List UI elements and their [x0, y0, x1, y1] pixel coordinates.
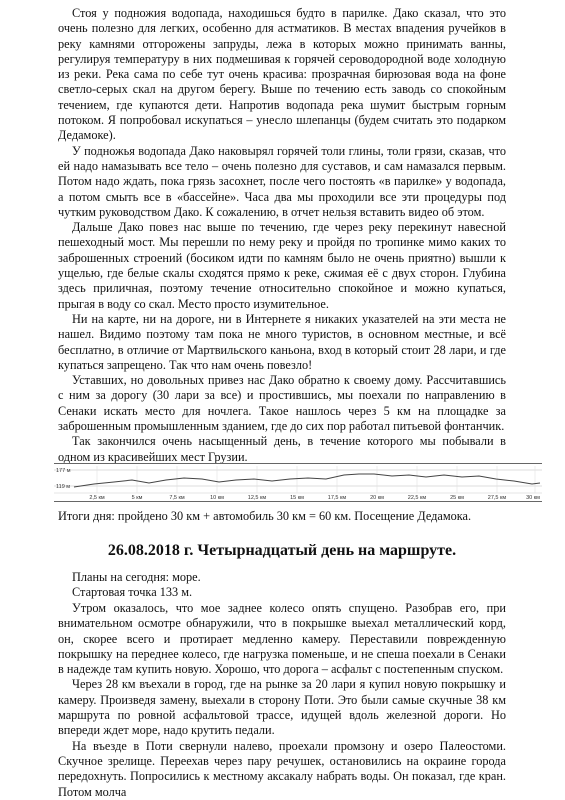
paragraph: Утром оказалось, что мое заднее колесо опять спущено. Разобрав его, при внимательном осмотре обнаружили, что в покрышке выехал металлический корд, он, скорее всего и протирает медленно камеру. Переставили поврежденную покрышку на переднее колесо, где нагрузка поменьше, и не спеша поехали в Сенаки в надежде там купить новую. Хорошо, что дорога – асфальт с постепенным спуском.: [58, 601, 506, 677]
profile-x-label: 22,5 км: [407, 495, 427, 501]
paragraph: Так закончился очень насыщенный день, в течение которого мы побывали в одном из красивейших мест Грузии.: [58, 434, 506, 464]
profile-x-label: 5 км: [131, 495, 143, 501]
paragraph: Ни на карте, ни на дороге, ни в Интернете я никаких указателей на эти места не нашел. Видимо поэтому там пока не много туристов, в основном местные, и всё бесплатно, в отличие от Мартвильского каньона, вход в который стоит 28 лари, и где купаться запрещено. Так что нам очень повезло!: [58, 311, 506, 372]
profile-x-label: 27,5 км: [487, 495, 507, 501]
paragraph: Через 28 км въехали в город, где на рынке за 20 лари я купил новую покрышку и камеру. Произведя замену, выехали в сторону Поти. Это были самые скучные 38 км маршрута по ровной асфальтовой трассе, идущей вдоль железной дороги. Но впереди ждет море, надо крутить педали.: [58, 677, 506, 738]
section-heading: 26.08.2018 г. Четырнадцатый день на маршруте.: [107, 542, 457, 559]
paragraph: На въезде в Поти свернули налево, проехали промзону и озеро Палеостоми. Скучное зрелище. Переехав через пару речушек, остановились на окраине города передохнуть. Попросились к местному аксакалу набрать воды. Он показал, где кран. Потом молча: [58, 738, 506, 799]
section-1: [58, 6, 506, 465]
elevation-profile: [54, 463, 542, 502]
profile-x-label: 10 км: [210, 495, 224, 501]
profile-x-label: 25 км: [450, 495, 464, 501]
profile-y-label: 119 м: [56, 484, 71, 490]
profile-x-label: 30 км: [526, 495, 540, 501]
day-summary-block: [58, 509, 506, 524]
plan-line: Планы на сегодня: море.: [72, 570, 201, 584]
day-summary: Итоги дня: пройдено 30 км + автомобиль 30 км = 60 км. Посещение Дедамока.: [58, 509, 472, 523]
profile-x-label: 12,5 км: [247, 495, 267, 501]
section-2: [58, 601, 506, 800]
profile-x-label: 17,5 км: [327, 495, 347, 501]
profile-x-label: 7,5 км: [169, 495, 185, 501]
paragraph: У подножья водопада Дако наковырял горячей толи глины, толи грязи, сказав, что ей надо намазывать все тело – очень полезно для суставов, и сам намазался первым. Потом надо ждать, пока грязь засохнет, после чего постоять «в парилке» у водопада, а потом смыть все в «бассейне». Часа два мы проходили все эти процедуры под чутким руководством Дако. К сожалению, в отчет нельзя вставить видео об этом.: [58, 143, 506, 219]
paragraph: Уставших, но довольных привез нас Дако обратно к своему дому. Рассчитавшись с ним за дорогу (30 лари за все) и простившись, мы поехали по направлению в Сенаки искать место для ночлега. Такое нашлось через 5 км на площадке за заброшенным промышленным зданием, где до сих пор работал питьевой фонтанчик.: [58, 373, 506, 434]
profile-x-label: 20 км: [370, 495, 384, 501]
profile-y-label: 177 м: [56, 468, 71, 474]
plan-line: Стартовая точка 133 м.: [72, 585, 193, 600]
elevation-line: [74, 474, 540, 487]
paragraph: Дальше Дако повез нас выше по течению, где через реку перекинут навесной пешеходный мост. Мы перешли по нему реку и пройдя по тропинке мимо каких то заброшенных строений (босиком идти по камням было не очень приятно) вышли к ущелью, где белые скалы сходятся прямо к реке, сжимая её с двух сторон. Глубина здесь приличная, поэтому течение относительно спокойное и можно купаться, прыгая в воду со скал. Место просто изумительное.: [58, 220, 506, 311]
plan-block: [58, 570, 506, 601]
profile-x-label: 2,5 км: [89, 495, 105, 501]
elevation-profile-chart: [54, 464, 542, 501]
profile-x-label: 15 км: [290, 495, 304, 501]
paragraph: Стоя у подножия водопада, находишься будто в парилке. Дако сказал, что это очень полезно для легких, особенно для астматиков. В местах впадения ручейков в реку камнями отгорожены запруды, лежа в которых можно принимать ванны, регулируя температуру в них подмешивая к горячей сероводородной воде холодную из реки. Река сама по себе тут очень красива: прозрачная бирюзовая вода на фоне светло-серых скал на другом берегу. Выше по течению есть заводь со спокойным течением, где купаются дети. Напротив водопада река шумит быстрым горным потоком. Я попробовал искупаться – унесло шлепанцы (будем считать это подарком Дедамоке).: [58, 6, 506, 143]
